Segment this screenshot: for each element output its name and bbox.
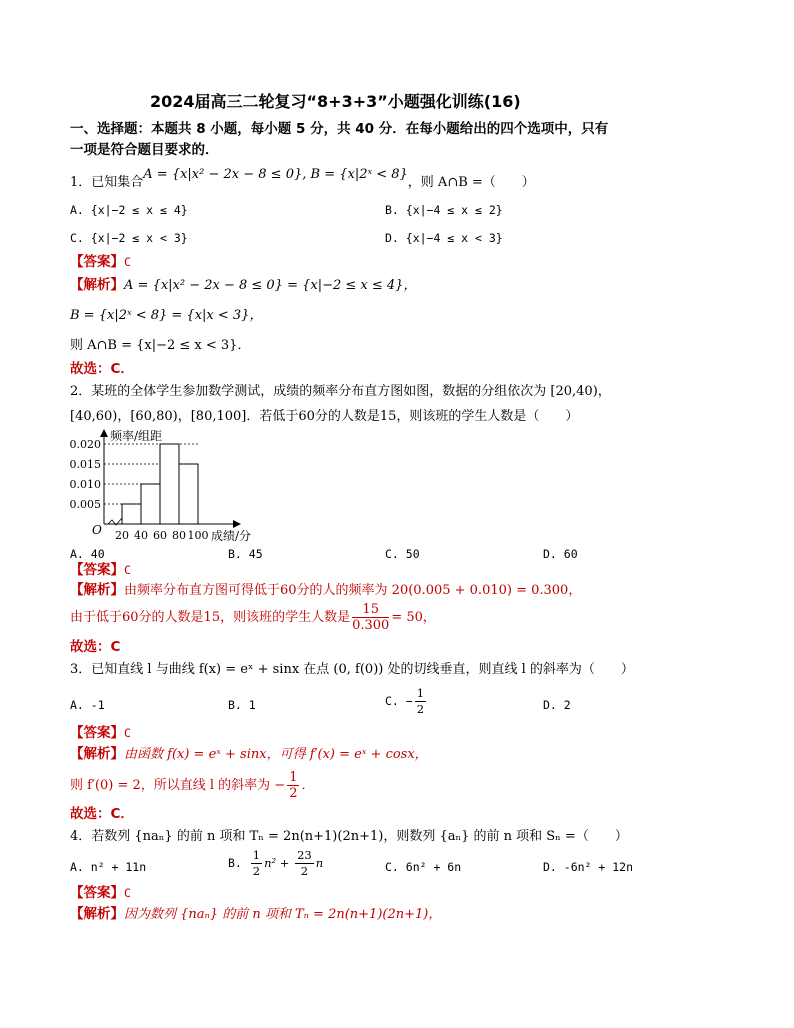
histogram-bar [179, 464, 198, 524]
q3-fraction-denominator: 2 [289, 786, 298, 801]
y-tick-label: 0.020 [69, 438, 101, 451]
q1-stem-pre: 1．已知集合 [70, 175, 144, 190]
q2-analysis-text-2-post: = 50， [391, 610, 436, 625]
y-axis-label: 频率/组距 [110, 429, 163, 443]
q3-analysis-1 [70, 745, 428, 764]
y-tick-label: 0.005 [69, 498, 101, 511]
histogram-bar [141, 484, 160, 524]
q3-option-a: A. -1 [70, 698, 105, 712]
q1-option-b: B. {x|−4 ≤ x ≤ 2} [385, 203, 503, 217]
q4-option-c: C. 6n² + 6n [385, 860, 462, 874]
q2-option-c: C. 50 [385, 547, 420, 561]
q3-answer-tag: 【答案】 [70, 725, 124, 741]
q2-conclusion: 故选：C [70, 639, 121, 655]
q1-option-d: D. {x|−4 ≤ x < 3} [385, 231, 503, 245]
q3-option-c-denominator: 2 [416, 702, 425, 716]
x-tick-label: 100 [187, 529, 209, 542]
q3-option-c [385, 686, 428, 717]
q3-conclusion: 故选：C． [70, 806, 134, 822]
q4-option-b-fraction-1 [251, 848, 262, 879]
q3-fraction [287, 770, 299, 801]
section-heading-line-1: 一、选择题：本题共 8 小题，每小题 5 分，共 40 分．在每小题给出的四个选项中，只有 [70, 121, 609, 137]
q2-stem-2: [40,60)，[60,80)，[80,100]．若低于60分的人数是15，则该班的学生人数是（ ） [70, 409, 579, 424]
q4-answer-value: C [124, 886, 131, 900]
q4-option-b-post: n [315, 856, 324, 870]
q1-analysis-1 [70, 276, 416, 295]
x-tick-label: 20 [115, 529, 129, 542]
q4-option-b-fraction-2 [295, 848, 314, 879]
q4-analysis-text-1: 因为数列 {naₙ} 的前 n 项和 Tₙ = 2n(n+1)(2n+1)， [124, 907, 442, 922]
q2-answer-value: C [124, 563, 131, 577]
q3-answer-value: C [124, 726, 131, 740]
x-tick-label: 80 [172, 529, 186, 542]
q1-answer-value: C [124, 255, 131, 269]
q3-analysis-tag: 【解析】 [70, 746, 124, 762]
q3-answer [70, 724, 131, 743]
q3-option-c-numerator: 1 [416, 686, 425, 700]
histogram-bar [160, 444, 179, 524]
section-heading-line-2: 一项是符合题目要求的． [70, 142, 219, 158]
q4-option-b-f1-numerator: 1 [252, 848, 261, 862]
q1-option-c: C. {x|−2 ≤ x < 3} [70, 231, 188, 245]
q1-set-a: A = {x|x² − 2x − 8 ≤ 0} [143, 167, 303, 182]
q2-option-d: D. 60 [543, 547, 578, 561]
q2-stem-1: 2．某班的全体学生参加数学测试，成绩的频率分布直方图如图，数据的分组依次为 [20,40)， [70, 384, 611, 399]
q1-analysis-tag: 【解析】 [70, 277, 124, 293]
q2-fraction [352, 602, 389, 633]
q4-answer-tag: 【答案】 [70, 885, 124, 901]
q2-analysis-2 [70, 602, 436, 633]
y-tick-label: 0.015 [69, 458, 101, 471]
q1-option-a: A. {x|−2 ≤ x ≤ 4} [70, 203, 188, 217]
q3-analysis-text-2-post: ． [301, 778, 315, 793]
x-axis-label: 成绩/分 [211, 529, 252, 543]
q2-answer [70, 561, 131, 580]
x-tick-label: 60 [153, 529, 167, 542]
q4-analysis-1 [70, 905, 441, 924]
q3-analysis-text-1: 由函数 f(x) = eˣ + sinx，可得 f′(x) = eˣ + cosx， [124, 747, 428, 762]
y-tick-label: 0.010 [69, 478, 101, 491]
q4-option-b-f2-denominator: 2 [300, 864, 309, 878]
q2-answer-tag: 【答案】 [70, 562, 124, 578]
q1-answer-tag: 【答案】 [70, 254, 124, 270]
q2-analysis-text-1: 由频率分布直方图可得低于60分的人的频率为 20(0.005 + 0.010) = 0.300， [124, 583, 582, 598]
histogram-bar [122, 504, 141, 524]
q2-analysis-text-2: 由于低于60分的人数是15，则该班的学生人数是 [70, 610, 351, 625]
q3-analysis-text-2: 则 f′(0) = 2，所以直线 l 的斜率为 − [70, 778, 286, 793]
q2-fraction-numerator: 15 [352, 602, 389, 618]
q1-stem-post: ，则 A∩B =（ ） [407, 175, 535, 190]
q4-option-b-f1-denominator: 2 [252, 864, 261, 878]
q1-stem [70, 167, 535, 192]
q2-option-b: B. 45 [228, 547, 263, 561]
q4-option-d: D. -6n² + 12n [543, 860, 634, 874]
frequency-histogram [64, 424, 304, 548]
q4-analysis-tag: 【解析】 [70, 906, 124, 922]
x-tick-label: 40 [134, 529, 148, 542]
q2-option-a: A. 40 [70, 547, 105, 561]
q3-analysis-2 [70, 770, 314, 801]
q4-stem: 4．若数列 {naₙ} 的前 n 项和 Tₙ = 2n(n+1)(2n+1)，则数列 {aₙ} 的前 n 项和 Sₙ =（ ） [70, 829, 628, 844]
q3-fraction-numerator: 1 [289, 770, 298, 785]
q3-stem: 3．已知直线 l 与曲线 f(x) = eˣ + sinx 在点 (0, f(0)) 处的切线垂直，则直线 l 的斜率为（ ） [70, 662, 634, 677]
q4-option-b-f2-numerator: 23 [297, 848, 312, 862]
q4-option-a: A. n² + 11n [70, 860, 147, 874]
q1-set-b: , B = {x|2ˣ < 8} [302, 167, 408, 182]
q2-fraction-denominator: 0.300 [352, 618, 390, 633]
q4-answer [70, 884, 131, 903]
q1-analysis-2: B = {x|2ˣ < 8} = {x|x < 3}， [70, 308, 263, 323]
q4-option-b [228, 848, 323, 879]
q4-option-b-label: B. [228, 856, 249, 870]
q3-option-d: D. 2 [543, 698, 571, 712]
page-title: 2024届高三二轮复习“8+3+3”小题强化训练(16) [150, 92, 521, 111]
q3-option-c-label: C. − [385, 694, 413, 708]
q1-conclusion: 故选：C． [70, 361, 134, 377]
q4-option-b-mid: n² + [264, 856, 294, 870]
origin-label: O [92, 523, 102, 537]
q1-answer [70, 253, 131, 272]
q3-option-c-fraction [415, 686, 426, 717]
q2-analysis-1 [70, 581, 581, 600]
q2-analysis-tag: 【解析】 [70, 582, 124, 598]
q1-analysis-text-1: A = {x|x² − 2x − 8 ≤ 0} = {x|−2 ≤ x ≤ 4}， [124, 278, 417, 293]
q1-analysis-3: 则 A∩B = {x|−2 ≤ x < 3}． [70, 338, 251, 353]
q3-option-b: B. 1 [228, 698, 256, 712]
